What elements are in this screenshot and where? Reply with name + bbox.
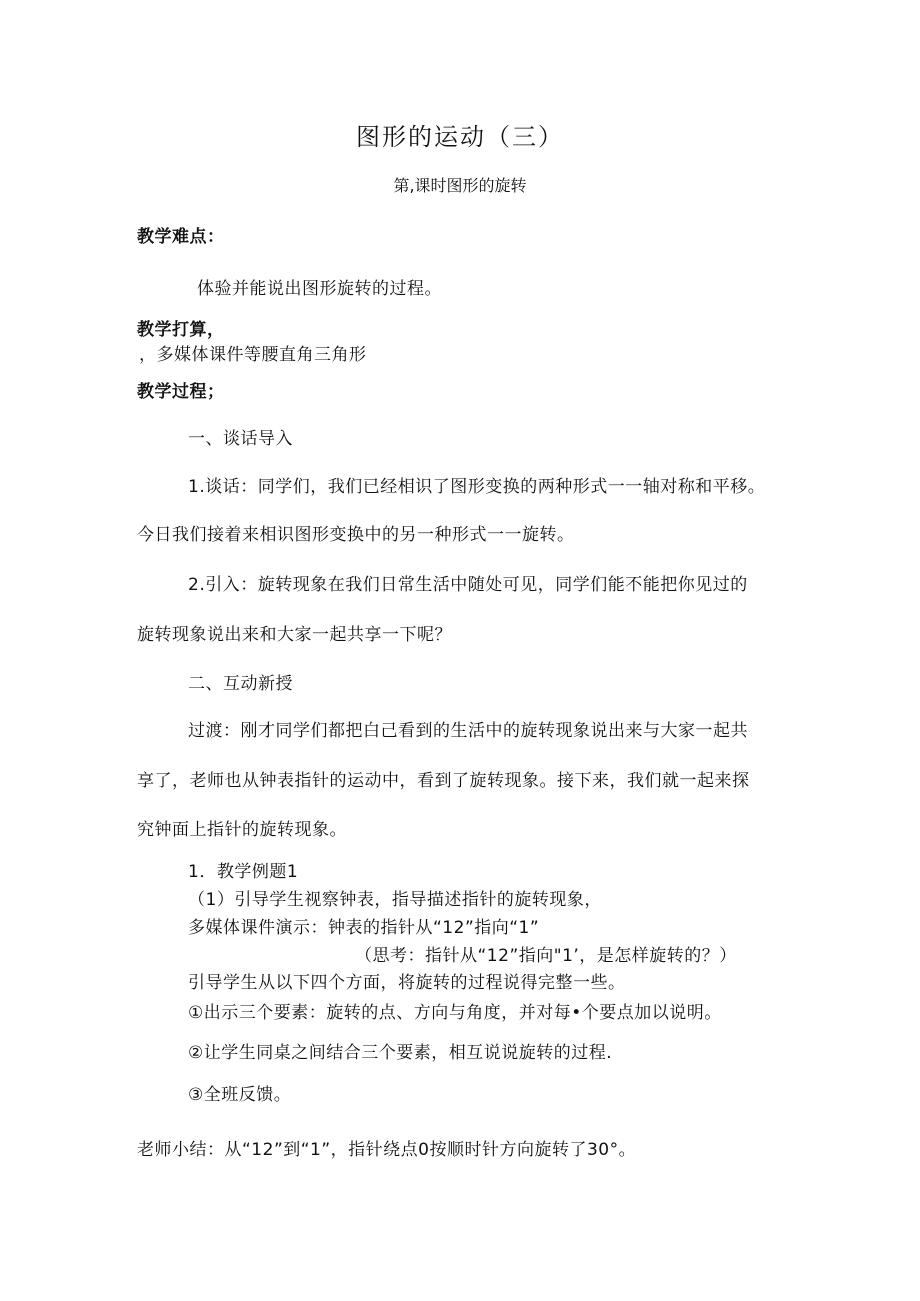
paragraph-transition-line2: 享了，老师也从钟表指针的运动中，看到了旋转现象。接下来，我们就一起来探 bbox=[137, 771, 750, 791]
example-guide: 引导学生从以下四个方面，将旋转的过程说得完整一些。 bbox=[188, 973, 626, 993]
document-subtitle: 第,课时图形的旋转 bbox=[393, 176, 527, 195]
list-item-3: ③全班反馈。 bbox=[188, 1085, 292, 1105]
list-item-1: ①出示三个要素：旋转的点、方向与角度，并对每•个要点加以说明。 bbox=[188, 1003, 722, 1023]
document-title: 图形的运动（三） bbox=[356, 123, 564, 151]
list-item-2: ②让学生同桌之间结合三个要素，相互说说旋转的过程. bbox=[188, 1043, 613, 1063]
example-heading: 1．教学例题1 bbox=[188, 862, 299, 882]
paragraph-talk-line1: 1.谈话：同学们，我们已经相识了图形变换的两种形式一一轴对称和平移。 bbox=[188, 477, 766, 497]
example-step1: （1）引导学生视察钟表，指导描述指针的旋转现象， bbox=[188, 890, 602, 910]
difficulty-heading: 教学难点： bbox=[137, 227, 225, 247]
section-heading-intro: 一、谈话导入 bbox=[188, 429, 293, 449]
section-heading-interactive: 二、互动新授 bbox=[188, 674, 293, 694]
prep-heading: 教学打算， bbox=[137, 320, 225, 340]
example-think: （思考：指针从“12”指向"1’，是怎样旋转的？） bbox=[355, 946, 737, 966]
teacher-summary: 老师小结：从“12”到“1”，指针绕点0按顺时针方向旋转了30°。 bbox=[137, 1140, 637, 1160]
paragraph-intro-line2: 旋转现象说出来和大家一起共享一下呢？ bbox=[137, 625, 452, 645]
process-heading: 教学过程； bbox=[137, 382, 225, 402]
paragraph-intro-line1: 2.引入：旋转现象在我们日常生活中随处可见，同学们能不能把你见过的 bbox=[188, 575, 748, 595]
difficulty-text: 体验并能说出图形旋转的过程。 bbox=[197, 279, 442, 299]
paragraph-transition-line3: 究钟面上指针的旋转现象。 bbox=[137, 820, 347, 840]
paragraph-talk-line2: 今日我们接着来相识图形变换中的另一种形式一一旋转。 bbox=[137, 525, 575, 545]
prep-text: ，多媒体课件等腰直角三角形 bbox=[139, 345, 367, 365]
example-demo: 多媒体课件演示：钟表的指针从“12”指向“1” bbox=[188, 918, 540, 938]
paragraph-transition-line1: 过渡：刚才同学们都把白己看到的生活中的旋转现象说出来与大家一起共 bbox=[188, 721, 748, 741]
